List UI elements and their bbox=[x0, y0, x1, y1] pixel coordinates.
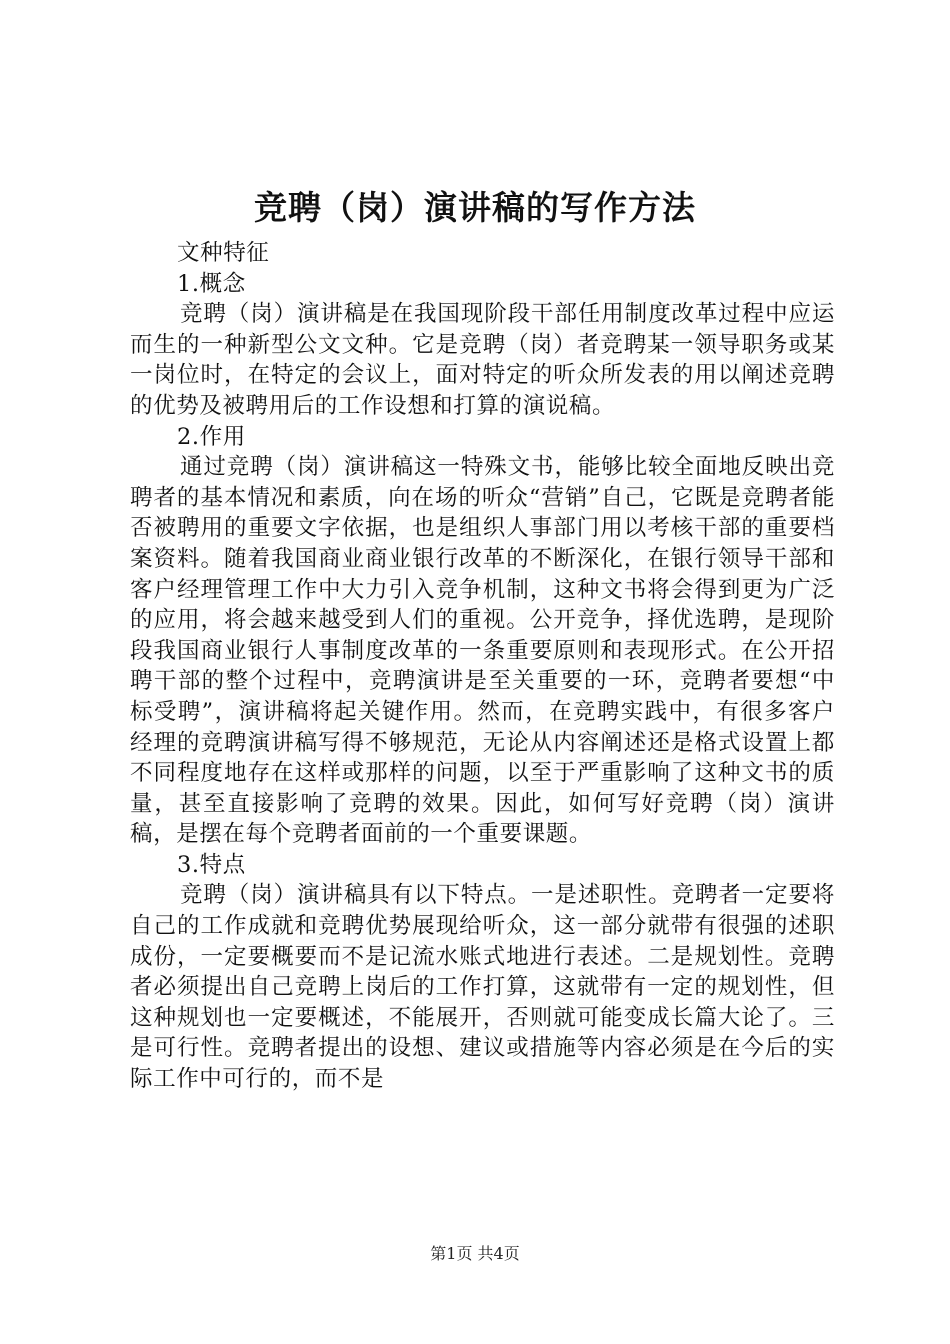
subsection-heading-features: 3.特点 bbox=[177, 851, 246, 878]
subsection-heading-concept: 1.概念 bbox=[177, 270, 246, 297]
subsection-heading-function: 2.作用 bbox=[177, 423, 246, 450]
paragraph-features: 竞聘（岗）演讲稿具有以下特点。一是述职性。竞聘者一定要将自己的工作成就和竞聘优势展现给听众，这一部分就带有很强的述职成份，一定要概要而不是记流水账式地进行表述。二是规划性。竞聘者必须提出自己竞聘上岗后的工作打算，这就带有一定的规划性，但这种规划也一定要概述，不能展开，否则就可能变成长篇大论了。三是可行性。竞聘者提出的设想、建议或措施等内容必须是在今后的实际工作中可行的，而不是 bbox=[130, 882, 835, 1093]
page-number-footer: 第1页 共4页 bbox=[430, 1244, 520, 1263]
document-title: 竞聘（岗）演讲稿的写作方法 bbox=[254, 188, 696, 227]
paragraph-concept: 竞聘（岗）演讲稿是在我国现阶段干部任用制度改革过程中应运而生的一种新型公文文种。它是竞聘（岗）者竞聘某一领导职务或某一岗位时，在特定的会议上，面对特定的听众所发表的用以阐述竞聘的优势及被聘用后的工作设想和打算的演说稿。 bbox=[130, 301, 835, 419]
paragraph-function: 通过竞聘（岗）演讲稿这一特殊文书，能够比较全面地反映出竞聘者的基本情况和素质，向在场的听众“营销”自己，它既是竞聘者能否被聘用的重要文字依据，也是组织人事部门用以考核干部的重要档案资料。随着我国商业商业银行改革的不断深化，在银行领导干部和客户经理管理工作中大力引入竞争机制，这种文书将会得到更为广泛的应用，将会越来越受到人们的重视。公开竞争，择优选聘，是现阶段我国商业银行人事制度改革的一条重要原则和表现形式。在公开招聘干部的整个过程中，竞聘演讲是至关重要的一环，竞聘者要想“中标受聘”，演讲稿将起关键作用。然而，在竞聘实践中，有很多客户经理的竞聘演讲稿写得不够规范，无论从内容阐述还是格式设置上都不同程度地存在这样或那样的问题，以至于严重影响了这种文书的质量，甚至直接影响了竞聘的效果。因此，如何写好竞聘（岗）演讲稿，是摆在每个竞聘者面前的一个重要课题。 bbox=[130, 454, 835, 848]
section-heading: 文种特征 bbox=[177, 240, 270, 266]
document-body bbox=[130, 238, 835, 1095]
